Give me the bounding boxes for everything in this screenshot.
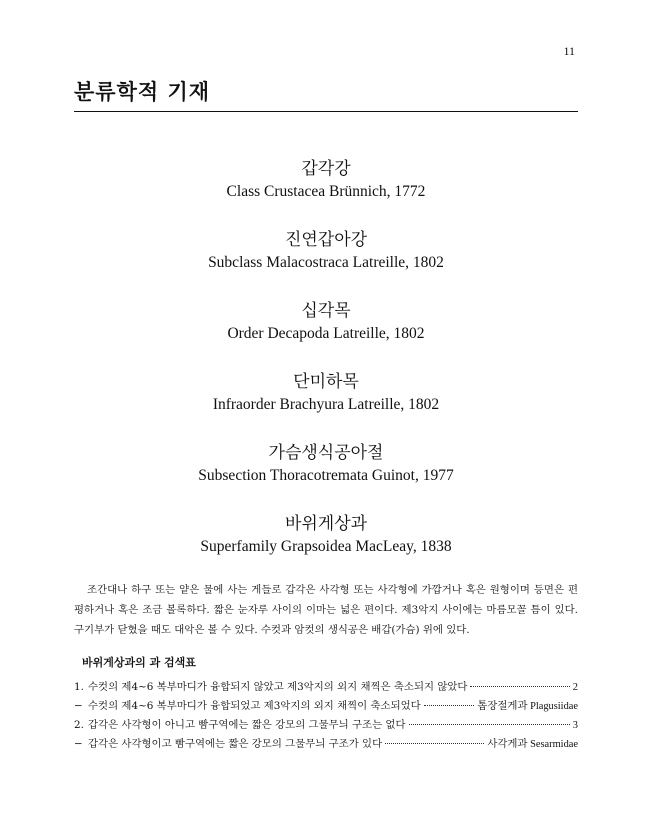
key-entry <box>74 697 578 716</box>
key-result: 2 <box>572 682 578 693</box>
taxon-class <box>74 156 578 227</box>
taxon-subclass <box>74 227 578 298</box>
key-marker: 2. <box>74 719 84 731</box>
taxon-korean-name: 단미하목 <box>293 372 359 392</box>
taxon-order <box>74 298 578 369</box>
key-text: 갑각은 사각형이고 빰구역에는 짧은 강모의 그물무늬 구조가 있다 <box>88 738 383 750</box>
key-entry <box>74 678 578 697</box>
key-text: 수컷의 제4~6 복부마디가 융합되지 않았고 제3악지의 외지 채찍은 축소되지 않았다 <box>88 681 468 693</box>
taxon-korean-name: 바위게상과 <box>284 514 368 534</box>
taxon-korean-name: 십각목 <box>301 301 351 321</box>
section-title: 분류학적 기재 <box>74 76 578 112</box>
taxon-subsection <box>74 440 578 511</box>
taxonomic-hierarchy <box>74 156 578 582</box>
taxon-korean-name: 갑각강 <box>301 159 351 179</box>
key-title: 바위게상과의 과 검색표 <box>82 656 196 669</box>
intro-paragraph: 조간대나 하구 또는 얕은 물에 사는 게들로 갑각은 사각형 또는 사각형에 가깝거나 혹은 원형이며 등면은 편평하거나 혹은 조금 볼록하다. 짧은 눈자루 사이의 이마는 넓은 편이다. 제3악지 사이에는 마름모꼴 틈이 있다. 구기부가 닫혔을 때도 대악은 볼 수 있다. 수컷과 암컷의 생식공은 배갑(가슴) 위에 있다. <box>74 584 578 636</box>
dot-leader <box>424 705 475 706</box>
taxon-korean-name: 진연갑아강 <box>284 230 368 250</box>
key-text: 갑각은 사각형이 아니고 빰구역에는 짧은 강모의 그물무늬 구조는 없다 <box>88 719 406 731</box>
key-entry <box>74 716 578 735</box>
identification-key <box>74 678 578 754</box>
taxon-latin-name: Subclass Malacostraca Latreille, 1802 <box>208 254 444 271</box>
taxon-latin-name: Class Crustacea Brünnich, 1772 <box>226 183 426 200</box>
taxon-superfamily <box>74 511 578 582</box>
key-result: 사각게과 Sesarmidae <box>487 739 578 750</box>
taxon-latin-name: Infraorder Brachyura Latreille, 1802 <box>212 396 440 413</box>
key-result: 3 <box>572 720 578 731</box>
key-marker: 1. <box>74 681 84 693</box>
key-text: 수컷의 제4~6 복부마디가 융합되었고 제3악지의 외지 채찍이 축소되었다 <box>88 700 421 712</box>
dot-leader <box>409 724 570 725</box>
key-result: 톱장절게과 Plagusiidae <box>477 701 578 712</box>
key-entry <box>74 735 578 754</box>
taxon-latin-name: Subsection Thoracotremata Guinot, 1977 <box>198 467 454 484</box>
dot-leader <box>385 743 484 744</box>
dot-leader <box>470 686 569 687</box>
taxon-infraorder <box>74 369 578 440</box>
taxon-korean-name: 가슴생식공아절 <box>268 443 384 463</box>
taxon-latin-name: Superfamily Grapsoidea MacLeay, 1838 <box>200 538 452 555</box>
page-number: 11 <box>563 44 575 58</box>
key-marker: − <box>74 738 83 750</box>
taxon-latin-name: Order Decapoda Latreille, 1802 <box>227 325 425 342</box>
key-marker: − <box>74 700 83 712</box>
